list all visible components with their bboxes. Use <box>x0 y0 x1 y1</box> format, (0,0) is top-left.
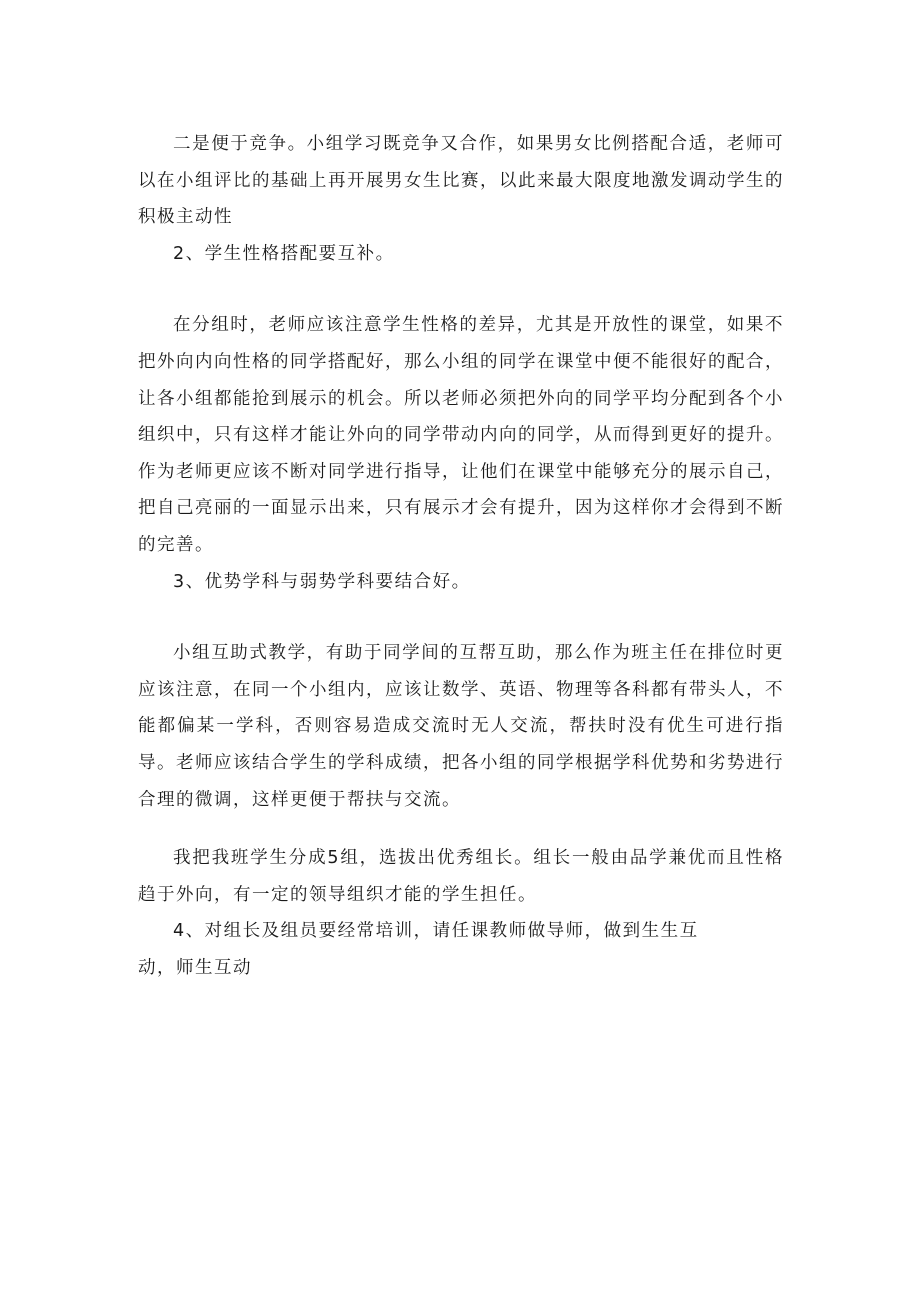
heading-training-continued: 动，师生互动 <box>138 957 252 978</box>
heading-personality: 2、学生性格搭配要互补。 <box>173 243 395 264</box>
heading-subjects: 3、优势学科与弱势学科要结合好。 <box>173 571 471 592</box>
paragraph-personality: 在分组时，老师应该注意学生性格的差异，尤其是开放性的课堂，如果不把外向内向性格的同学搭配好，那么小组的同学在课堂中便不能很好的配合，让各小组都能抢到展示的机会。所以老师必须把外向的同学平均分配到各个小组织中，只有这样才能让外向的同学带动内向的同学，从而得到更好的提升。作为老师更应该不断对同学进行指导，让他们在课堂中能够充分的展示自己，把自己亮丽的一面显示出来，只有展示才会有提升，因为这样你才会得到不断的完善。 <box>138 315 784 555</box>
paragraph-competition: 二是便于竞争。小组学习既竞争又合作，如果男女比例搭配合适，老师可以在小组评比的基础上再开展男女生比赛，以此来最大限度地激发调动学生的积极主动性 <box>138 134 784 228</box>
heading-training: 4、对组长及组员要经常培训，请任课教师做导师，做到生生互 <box>173 921 699 942</box>
paragraph-groups: 我把我班学生分成5组，选拔出优秀组长。组长一般由品学兼优而且性格趋于外向，有一定的领导组织才能的学生担任。 <box>138 848 784 905</box>
document-body <box>138 126 784 986</box>
paragraph-subjects: 小组互助式教学，有助于同学间的互帮互助，那么作为班主任在排位时更应该注意，在同一个小组内，应该让数学、英语、物理等各科都有带头人，不能都偏某一学科，否则容易造成交流时无人交流，帮扶时没有优生可进行指导。老师应该结合学生的学科成绩，把各小组的同学根据学科优势和劣势进行合理的微调，这样更便于帮扶与交流。 <box>138 643 784 810</box>
